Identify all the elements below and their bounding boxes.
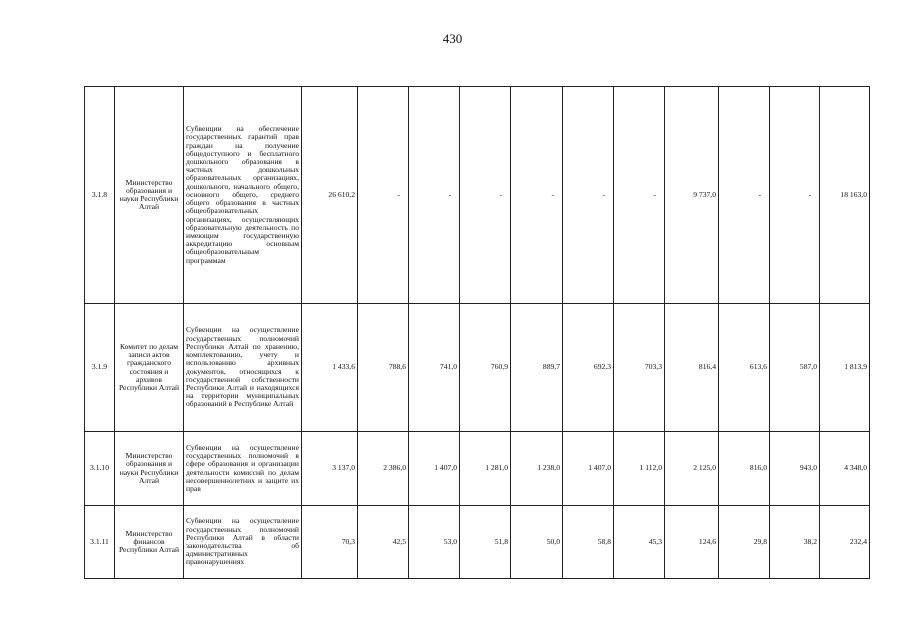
row-description xyxy=(184,432,302,506)
row-value: 1 407,0 xyxy=(409,432,460,506)
row-value: - xyxy=(358,87,409,304)
row-value: 1 407,0 xyxy=(563,432,614,506)
row-value: 703,3 xyxy=(614,304,665,432)
row-value: 124,6 xyxy=(665,506,719,579)
row-value: 788,6 xyxy=(358,304,409,432)
row-organization: Министерство финансов Республики Алтай xyxy=(115,506,184,579)
row-value: 9 737,0 xyxy=(665,87,719,304)
row-organization: Министерство образования и науки Республики Алтай xyxy=(115,432,184,506)
row-value: - xyxy=(614,87,665,304)
row-code: 3.1.9 xyxy=(85,304,115,432)
row-value: 45,3 xyxy=(614,506,665,579)
row-value: - xyxy=(770,87,820,304)
row-value: 42,5 xyxy=(358,506,409,579)
row-description-text: Субвенции на осуществление государственных полномочий Республики Алтай в области законодательства об административных правонарушениях xyxy=(186,516,299,567)
row-value: - xyxy=(563,87,614,304)
row-organization: Комитет по делам записи актов гражданского состояния и архивов Республики Алтай xyxy=(115,304,184,432)
row-value: 1 813,9 xyxy=(820,304,870,432)
row-value: 2 125,0 xyxy=(665,432,719,506)
budget-table xyxy=(84,86,870,579)
row-value: 613,6 xyxy=(719,304,770,432)
row-value: 741,0 xyxy=(409,304,460,432)
row-code: 3.1.11 xyxy=(85,506,115,579)
row-value: - xyxy=(511,87,563,304)
row-value: 760,9 xyxy=(460,304,511,432)
row-value: - xyxy=(460,87,511,304)
row-value: 1 281,0 xyxy=(460,432,511,506)
row-description-text: Субвенции на осуществление государственных полномочий в сфере образования и организации деятельности комиссий по делам несовершеннолетних и защите их прав xyxy=(186,442,299,493)
row-value-total: 70,3 xyxy=(302,506,358,579)
row-value-total: 1 433,6 xyxy=(302,304,358,432)
row-value: - xyxy=(719,87,770,304)
row-value: 1 238,0 xyxy=(511,432,563,506)
row-value: 58,8 xyxy=(563,506,614,579)
row-code: 3.1.10 xyxy=(85,432,115,506)
row-value: 53,0 xyxy=(409,506,460,579)
row-description xyxy=(184,304,302,432)
row-description-text: Субвенции на обеспечение государственных гарантий прав граждан на получение общедоступного и бесплатного дошкольного образования в частных дошкольных образовательных организациях, дошкольного, начального общего, основного общего, среднего общего образования в частных общеобразовательных организациях, осуществляющих образовательную деятельность по имеющим государственную аккредитацию основным общеобразовательным программам xyxy=(186,124,299,265)
table-row xyxy=(85,506,870,579)
row-value: 692,3 xyxy=(563,304,614,432)
table-row xyxy=(85,432,870,506)
row-value: 18 163,0 xyxy=(820,87,870,304)
row-value: 587,0 xyxy=(770,304,820,432)
row-value: 2 386,0 xyxy=(358,432,409,506)
row-value: 232,4 xyxy=(820,506,870,579)
row-value: 816,4 xyxy=(665,304,719,432)
row-value: 29,8 xyxy=(719,506,770,579)
row-description xyxy=(184,87,302,304)
row-value: 889,7 xyxy=(511,304,563,432)
row-value: 816,0 xyxy=(719,432,770,506)
row-value: 4 348,0 xyxy=(820,432,870,506)
row-value-total: 26 610,2 xyxy=(302,87,358,304)
row-organization: Министерство образования и науки Республики Алтай xyxy=(115,87,184,304)
row-value: 50,0 xyxy=(511,506,563,579)
row-value: - xyxy=(409,87,460,304)
row-value: 943,0 xyxy=(770,432,820,506)
row-description-text: Субвенции на осуществление государственных полномочий Республики Алтай по хранению, комплектованию, учету и использованию архивных документов, относящихся к государственной собственности Республики Алтай и находящихся на территории муниципальных образований в Республике Алтай xyxy=(186,325,299,409)
page-number: 430 xyxy=(442,31,463,46)
table-row xyxy=(85,87,870,304)
row-value: 51,8 xyxy=(460,506,511,579)
row-value: 38,2 xyxy=(770,506,820,579)
row-value-total: 3 137,0 xyxy=(302,432,358,506)
row-value: 1 112,0 xyxy=(614,432,665,506)
row-description xyxy=(184,506,302,579)
table-body xyxy=(85,87,870,579)
table-row xyxy=(85,304,870,432)
row-code: 3.1.8 xyxy=(85,87,115,304)
